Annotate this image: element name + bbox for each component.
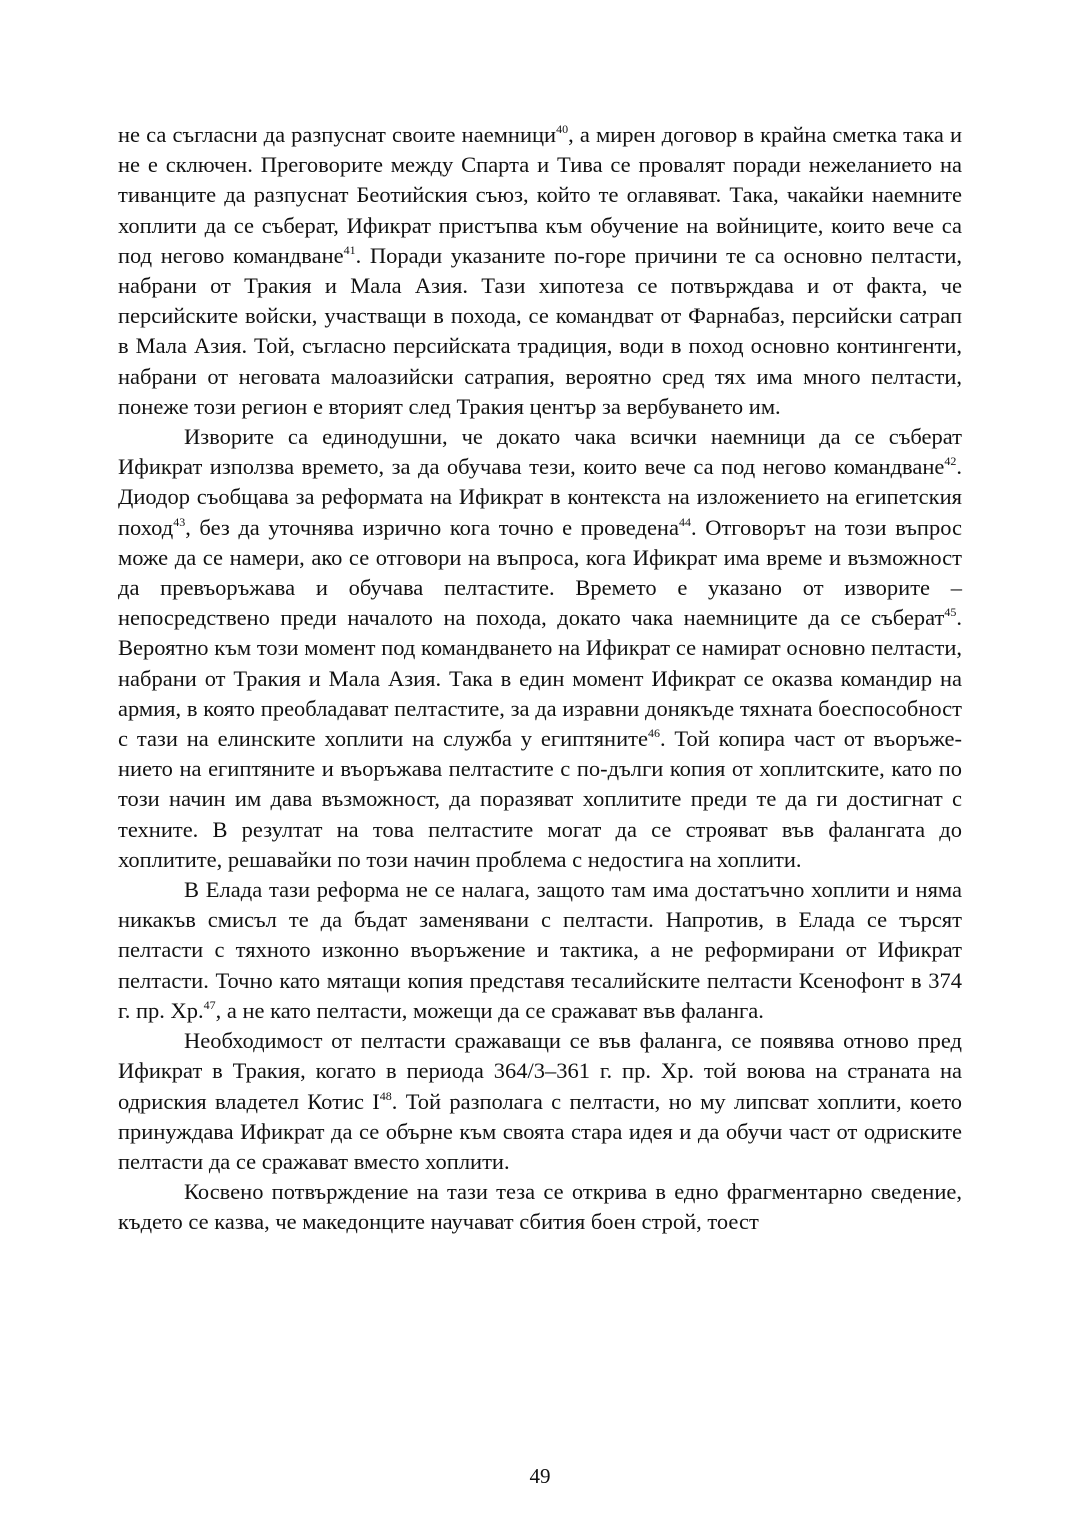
text-run: . Поради указаните по-горе причини те са основно пелтасти, набрани от Тракия и Мала Азия. Тази хипотеза се потвърждава и от факта, че персийските войски, участващи в похода, се командват от Фарнабаз, персийски сатрап в Мала Азия. Той, съгласно персийската традиция, води в поход основно контингенти, набрани от неговата малоазийски сатрапия, вероятно сред тях има много пелтасти, понеже този регион е вторият след Тракия център за вербуването им. bbox=[118, 242, 962, 419]
paragraph bbox=[118, 422, 962, 875]
footnote-reference: 45 bbox=[944, 605, 957, 620]
text-run: Необходимост от пелтасти сражаващи се във фаланга, се появява отново пред Ификрат в Тракия, когато в периода 364/3–361 г. пр. Хр. той воюва на страната на одриския владетел Котис I bbox=[118, 1028, 962, 1114]
body-text bbox=[118, 120, 962, 1238]
footnote-reference: 47 bbox=[203, 997, 216, 1012]
text-run: . Той разполага с пелтасти, но му липсват хоплити, което принуждава Ификрат да се обърне към своята стара идея и да обучи част от одриските пелтасти да се сражават вместо хоплити. bbox=[118, 1088, 962, 1174]
footnote-reference: 40 bbox=[556, 122, 569, 136]
footnote-reference: 48 bbox=[379, 1088, 392, 1103]
text-run: . Вероятно към този момент под командването на Ификрат се намират основно пелтасти, набрани от Тракия и Мала Азия. Така в един момент Ификрат се оказва командир на армия, в която преобладават пелтастите, за да изравни донякъде тяхната боеспособност с тази на елинските хоплити на служба у египтяните bbox=[118, 605, 962, 752]
paragraph bbox=[118, 120, 962, 422]
paragraph bbox=[118, 1026, 962, 1177]
paragraph bbox=[118, 1177, 962, 1237]
footnote-reference: 42 bbox=[944, 454, 957, 469]
footnote-reference: 41 bbox=[343, 242, 356, 257]
text-run: В Елада тази реформа не се налага, защото там има достатъчно хоплити и няма никакъв смисъл те да бъдат заменявани с пелтасти. Напротив, в Елада се търсят пелтасти с тяхното изконно въоръжение и тактика, а не реформирани от Ификрат пелтасти. Точно като мятащи копия представя тесалийските пелтасти Ксенофонт в 374 г. пр. Хр. bbox=[118, 877, 962, 1023]
paragraph bbox=[118, 875, 962, 1026]
text-run: , а не като пелтасти, можещи да се сражават във фаланга. bbox=[215, 997, 764, 1023]
text-run: . Диодор съобщава за реформата на Ификрат в контекста на изложението на египетския поход bbox=[118, 454, 962, 540]
footnote-reference: 43 bbox=[173, 514, 186, 529]
text-run: , а мирен договор в крайна сметка така и не е сключен. Преговорите между Спарта и Тива се провалят поради нежеланието на тиванците да разпуснат Беотийския съюз, който те оглавяват. Така, чакайки наемните хоплити да се съберат, Ификрат пристъпва към обучение на войниците, които вече са под негово командване bbox=[118, 122, 962, 268]
footnote-reference: 44 bbox=[678, 514, 691, 529]
text-run: . Той копира част от въоръжението на египтяните и въоръжава пелтастите с по-дълги копия от хоплитските, като по този начин им дава възможност, да поразяват хоплитите преди те да ги достигнат с техните. В резултат на това пелтастите могат да се строяват във фалангата до хоплитите, решавайки по този начин проблема с недостига на хоплити. bbox=[118, 726, 962, 872]
text-run: . Отговорът на този въпрос може да се намери, ако се отговори на въпроса, кога Ификрат има време и възможност да превъоръжава и обучава пелтастите. Времето е указано от изворите – непосредствено преди началото на похода, докато чака наемниците да се съберат bbox=[118, 514, 962, 631]
footnote-reference: 46 bbox=[647, 726, 660, 741]
text-run: Изворите са единодушни, че докато чака всички наемници да се съберат Ификрат използва времето, за да обучава тези, които вече са под негово командване bbox=[118, 424, 962, 480]
text-run: , без да уточнява изрично кога точно е проведена bbox=[185, 514, 679, 540]
text-run: Косвено потвърждение на тази теза се открива в едно фрагментарно сведение, където се казва, че македонците научават сбития боен строй, тоест bbox=[118, 1179, 962, 1235]
text-run: не са съгласни да разпуснат своите наемници bbox=[118, 122, 557, 147]
page-number: 49 bbox=[529, 1464, 551, 1488]
